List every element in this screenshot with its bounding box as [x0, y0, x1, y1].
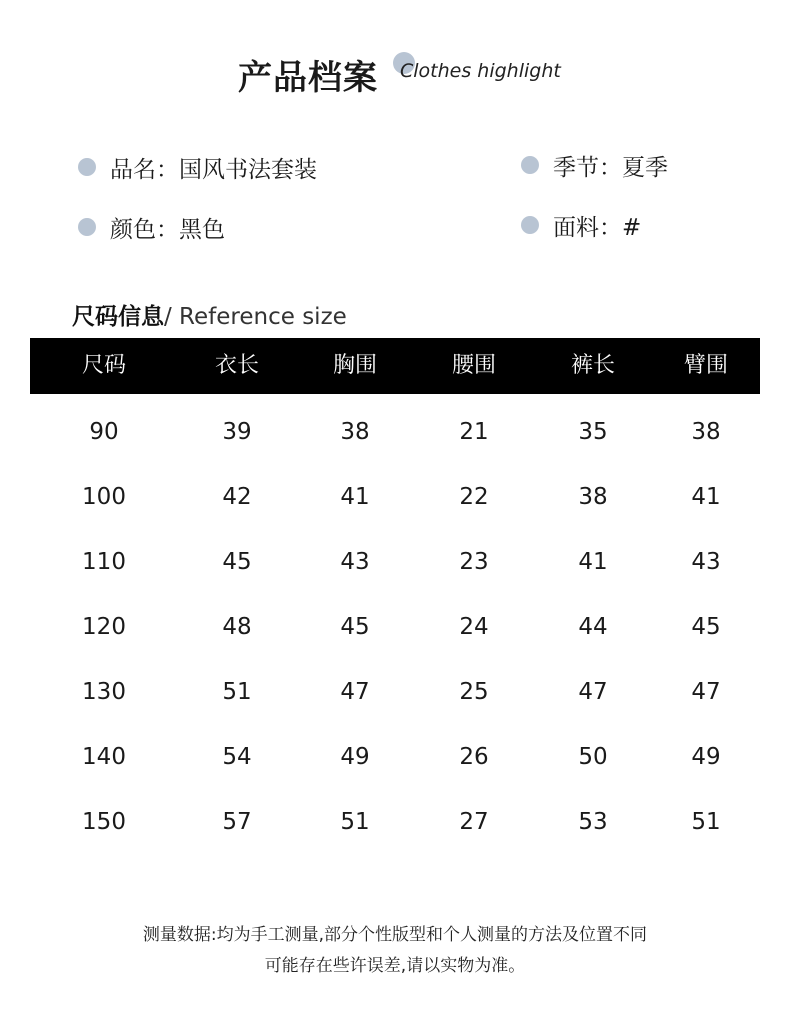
table-cell: 43 [691, 549, 721, 575]
table-row [30, 725, 760, 790]
attribute-product-name [78, 152, 317, 182]
column-header-size: 尺码 [81, 353, 126, 378]
column-header-chest: 胸围 [332, 353, 377, 378]
attribute-season [521, 150, 668, 180]
table-cell: 54 [222, 744, 252, 770]
table-cell: 44 [578, 614, 608, 640]
table-cell: 45 [340, 614, 370, 640]
table-cell: 90 [89, 419, 119, 445]
table-cell: 49 [340, 744, 370, 770]
table-cell: 35 [578, 419, 608, 445]
table-cell: 51 [691, 809, 721, 835]
table-cell: 47 [340, 679, 370, 705]
size-table-body [30, 400, 760, 855]
measurement-note-line-1: 测量数据:均为手工测量,部分个性版型和个人测量的方法及位置不同 [142, 925, 648, 945]
table-row [30, 400, 760, 465]
attribute-fabric [521, 210, 641, 240]
page-subtitle: Clothes highlight [400, 60, 561, 82]
size-heading-en: / Reference size [164, 304, 347, 330]
table-cell: 47 [691, 679, 721, 705]
column-header-length: 衣长 [214, 353, 259, 378]
table-cell: 48 [222, 614, 252, 640]
bullet-dot-icon [78, 158, 96, 176]
table-cell: 49 [691, 744, 721, 770]
table-cell: 47 [578, 679, 608, 705]
table-cell: 50 [578, 744, 608, 770]
table-cell: 110 [82, 549, 126, 575]
table-cell: 38 [691, 419, 721, 445]
table-cell: 27 [459, 809, 489, 835]
table-row [30, 530, 760, 595]
size-info-heading [72, 298, 347, 331]
table-cell: 130 [82, 679, 126, 705]
table-cell: 41 [691, 484, 721, 510]
table-row [30, 595, 760, 660]
product-profile-header [0, 48, 790, 98]
table-cell: 100 [82, 484, 126, 510]
column-header-waist: 腰围 [451, 353, 496, 378]
column-header-arm: 臂围 [683, 353, 728, 378]
size-heading-zh: 尺码信息 [72, 304, 164, 330]
bullet-dot-icon [521, 156, 539, 174]
bullet-dot-icon [78, 218, 96, 236]
table-cell: 120 [82, 614, 126, 640]
table-cell: 150 [82, 809, 126, 835]
table-row [30, 660, 760, 725]
measurement-note [0, 920, 790, 982]
table-cell: 26 [459, 744, 489, 770]
page-title: 产品档案 [238, 58, 378, 98]
color-text: 颜色：黑色 [110, 216, 225, 243]
table-cell: 25 [459, 679, 489, 705]
measurement-note-line-2: 可能存在些许误差,请以实物为准。 [264, 956, 526, 976]
size-table-header [30, 338, 760, 394]
table-cell: 51 [340, 809, 370, 835]
table-cell: 41 [578, 549, 608, 575]
table-cell: 51 [222, 679, 252, 705]
table-cell: 43 [340, 549, 370, 575]
table-cell: 22 [459, 484, 489, 510]
column-header-pants-length: 裤长 [570, 353, 615, 378]
table-cell: 23 [459, 549, 489, 575]
attribute-color [78, 212, 225, 242]
season-text: 季节：夏季 [553, 154, 668, 181]
table-cell: 38 [340, 419, 370, 445]
table-cell: 42 [222, 484, 252, 510]
product-name-text: 品名：国风书法套装 [110, 156, 317, 183]
table-row [30, 790, 760, 855]
table-row [30, 465, 760, 530]
fabric-text: 面料：# [553, 214, 642, 241]
table-cell: 21 [459, 419, 489, 445]
table-cell: 57 [222, 809, 252, 835]
table-cell: 39 [222, 419, 252, 445]
table-cell: 24 [459, 614, 489, 640]
table-cell: 53 [578, 809, 608, 835]
table-cell: 45 [222, 549, 252, 575]
table-cell: 41 [340, 484, 370, 510]
table-cell: 45 [691, 614, 721, 640]
table-cell: 140 [82, 744, 126, 770]
bullet-dot-icon [521, 216, 539, 234]
table-cell: 38 [578, 484, 608, 510]
